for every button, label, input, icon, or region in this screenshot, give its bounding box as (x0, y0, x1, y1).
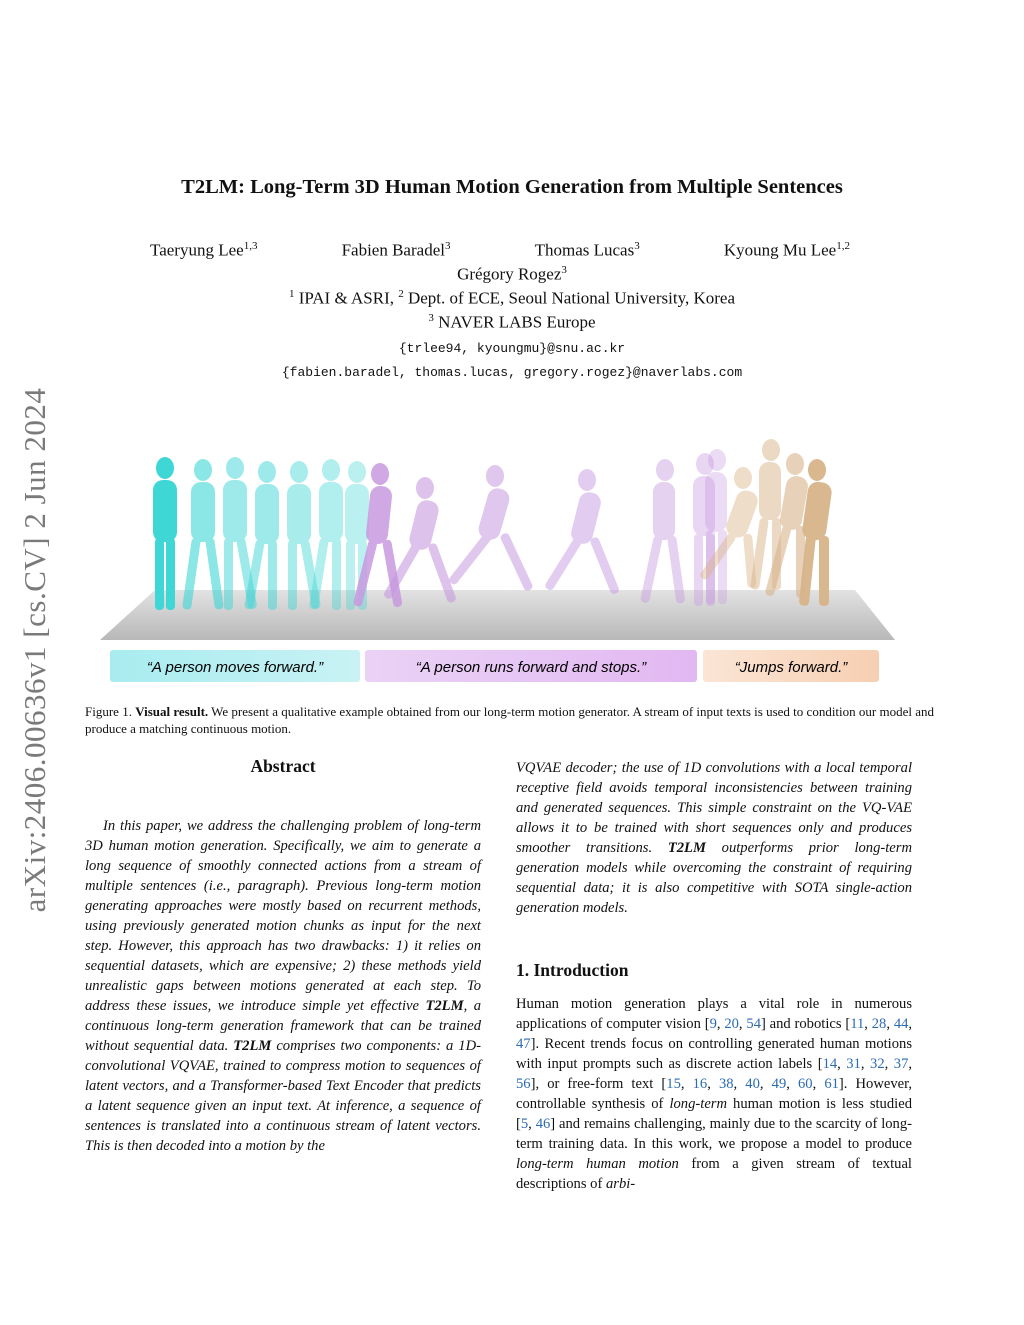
author: Taeryung Lee$^{1,3}$ (150, 240, 258, 260)
abstract-heading: Abstract (250, 756, 316, 776)
figure-1 (95, 430, 905, 690)
figure-caption: Figure 1. Visual result. We present a qualitative example obtained from our long-term motion generator. A stream of input texts is used to condition our model and produce a matching continuous motion. (85, 704, 934, 736)
paper-title: T2LM: Long-Term 3D Human Motion Generation from Multiple Sentences (181, 176, 843, 198)
affiliation-line: $^1$ IPAI & ASRI, $^2$ Dept. of ECE, Seoul National University, Korea (288, 288, 736, 308)
prompt-text: “A person moves forward.” (146, 659, 324, 676)
prompt-text: “Jumps forward.” (734, 659, 848, 676)
author: Fabien Baradel$^3$ (341, 240, 451, 260)
email-line: {fabien.baradel, thomas.lucas, gregory.rogez}@naverlabs.com (281, 365, 743, 380)
abstract-continuation: VQVAE decoder; the use of 1D convolutions with a local temporal receptive field avoids temporal inconsistencies between training and generated sequences. This simple constraint on the VQ-VAE allows it to be trained with short sequences only and produces smoother transitions. T2LM outperforms prior long-term generation models while overcoming the constraint of requiring sequential data; it is also competitive with SOTA single-action generation models. (516, 760, 912, 916)
introduction-body: Human motion generation plays a vital role in numerous applications of computer vision [9, 20, 54] and robotics [11, 28, 44, 47]. Recent trends focus on controlling generated human motions with input prompts such as discrete action labels [14, 31, 32, 37, 56], or free-form text [15, 16, 38, 40, 49, 60, 61]. However, controllable synthesis of long-term human motion is less studied [5, 46] and remains challenging, mainly due to the scarcity of long-term training data. In this work, we propose a model to produce long-term human motion from a given stream of textual descriptions of arbi- (516, 996, 913, 1192)
author: Thomas Lucas$^3$ (534, 240, 640, 260)
motion-segment-run (353, 449, 727, 608)
section-heading-introduction: 1. Introduction (516, 960, 629, 980)
affiliation-line: $^3$ NAVER LABS Europe (428, 312, 596, 332)
motion-figure (95, 430, 905, 690)
email-line: {trlee94, kyoungmu}@snu.ac.kr (398, 341, 626, 356)
author: Kyoung Mu Lee$^{1,2}$ (723, 240, 850, 260)
arxiv-id: arXiv:2406.00636v1 [cs.CV] 2 Jun 2024 (17, 387, 52, 913)
prompt-text: “A person runs forward and stops.” (415, 659, 647, 676)
author-list (150, 240, 850, 261)
arxiv-stamp (10, 370, 60, 930)
motion-segment-walk (153, 457, 369, 610)
author: Grégory Rogez$^3$ (457, 264, 567, 284)
abstract-body: In this paper, we address the challenging problem of long-term 3D human motion generation. Specifically, we aim to generate a long sequence of smoothly connected actions from a stream of multiple sentences (i.e., paragraph). Previous long-term motion generating approaches were mostly based on recurrent methods, using previously generated motion chunks as input for the next step. However, this approach has two drawbacks: 1) it relies on sequential datasets, which are expensive; 2) these methods yield unrealistic gaps between motions generated at each step. To address these issues, we introduce simple yet effective T2LM, a continuous long-term generation framework that can be trained without sequential data. T2LM comprises two components: a 1D-convolutional VQVAE, trained to compress motion to sequences of latent vectors, and a Transformer-based Text Encoder that predicts a latent sequence given an input text. At inference, a sequence of sentences is translated into a continuous stream of latent vectors. This is then decoded into a motion by the (85, 818, 481, 1154)
